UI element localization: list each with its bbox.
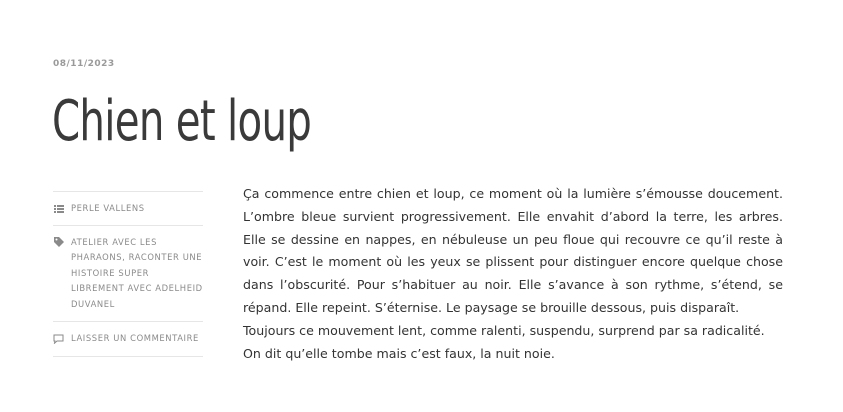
post-date: 08/11/2023: [53, 59, 115, 69]
content-paragraph-3: On dit qu’elle tombe mais c’est faux, la nuit noie.: [243, 345, 555, 361]
speech-bubble-icon: [53, 331, 64, 347]
content-paragraph-2: Toujours ce mouvement lent, comme ralenti, suspendu, surprend par sa radicalité.: [243, 322, 765, 338]
content-paragraph-1: Ça commence entre chien et loup, ce moment où la lumière s’émousse doucement. L’ombre bleue survient progressivement. Elle envahit d’abord la terre, les arbres. Elle se dessine en nappes, en nébuleuse un peu floue qui recouvre ce qu’il reste à voir. C’est le moment où les yeux se plissent pour distinguer encore quelque chose dans l’obscurité. Pour s’habituer au noir. Elle s’avance à son rythme, s’étend, se répand. Elle repeint. S’éternise. Le paysage se brouille dessous, puis disparaît.: [243, 186, 783, 315]
comments-link[interactable]: LAISSER UN COMMENTAIRE: [71, 333, 199, 343]
post-title: Chien et loup: [52, 89, 312, 154]
meta-comments: [53, 322, 203, 357]
author-link[interactable]: PERLE VALLENS: [71, 203, 145, 213]
meta-tags: [53, 226, 203, 323]
tag-icon: [53, 235, 64, 251]
post-meta: [53, 191, 203, 357]
meta-author: [53, 192, 203, 226]
tags-link[interactable]: ATELIER AVEC LES PHARAONS, RACONTER UNE HISTOIRE SUPER LIBREMENT AVEC ADELHEID DUVANEL: [71, 236, 203, 309]
list-icon: [53, 201, 64, 217]
post-content: [243, 183, 783, 365]
